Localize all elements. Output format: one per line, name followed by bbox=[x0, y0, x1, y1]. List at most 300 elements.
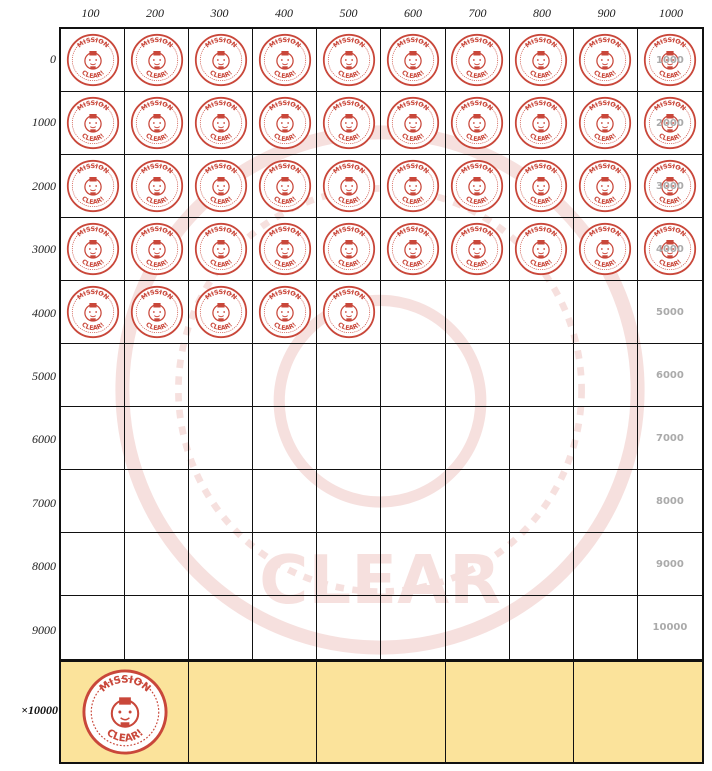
row-label: 6000 bbox=[32, 432, 56, 447]
grid-cell[interactable] bbox=[446, 218, 510, 281]
svg-text:MISSION: MISSION bbox=[460, 225, 495, 239]
grid-cell[interactable] bbox=[381, 533, 445, 596]
svg-text:CLEAR!: CLEAR! bbox=[464, 132, 491, 144]
mission-clear-stamp-icon bbox=[386, 96, 440, 150]
grid-cell[interactable] bbox=[510, 155, 574, 218]
grid-cell[interactable] bbox=[510, 218, 574, 281]
grid-cell[interactable] bbox=[638, 92, 702, 155]
grid-cell[interactable] bbox=[446, 155, 510, 218]
grid-cell[interactable] bbox=[189, 92, 253, 155]
svg-text:CLEAR!: CLEAR! bbox=[657, 258, 683, 270]
stamp bbox=[66, 159, 120, 213]
mission-clear-stamp-icon bbox=[258, 33, 312, 87]
svg-text:CLEAR!: CLEAR! bbox=[272, 321, 298, 333]
svg-text:MISSION: MISSION bbox=[653, 36, 687, 50]
grid-cell[interactable] bbox=[253, 470, 317, 533]
svg-text:MISSION: MISSION bbox=[653, 99, 687, 113]
grid-cell[interactable] bbox=[253, 596, 317, 659]
grid-cell[interactable] bbox=[253, 92, 317, 155]
svg-text:MISSION: MISSION bbox=[96, 673, 153, 695]
svg-text:MISSION: MISSION bbox=[396, 225, 430, 239]
svg-text:CLEAR!: CLEAR! bbox=[79, 132, 106, 144]
grid-cell[interactable] bbox=[189, 407, 253, 470]
bonus-cell[interactable] bbox=[189, 662, 317, 762]
grid-cell[interactable] bbox=[317, 344, 381, 407]
svg-text:CLEAR!: CLEAR! bbox=[657, 195, 683, 207]
stamp bbox=[450, 222, 504, 276]
grid-cell[interactable] bbox=[253, 155, 317, 218]
stamp bbox=[322, 96, 376, 150]
grid-cell[interactable] bbox=[574, 470, 638, 533]
svg-text:CLEAR!: CLEAR! bbox=[464, 195, 491, 207]
svg-text:CLEAR: CLEAR bbox=[259, 540, 501, 619]
grid-cell[interactable] bbox=[253, 344, 317, 407]
stamp bbox=[66, 285, 120, 339]
grid-cell[interactable] bbox=[61, 92, 125, 155]
grid-cell[interactable] bbox=[61, 218, 125, 281]
svg-text:MISSION: MISSION bbox=[332, 288, 366, 302]
stamp bbox=[578, 33, 632, 87]
cell-value-label: 5000 bbox=[656, 306, 684, 318]
grid-cell[interactable] bbox=[125, 281, 189, 344]
svg-text:MISSION: MISSION bbox=[75, 225, 110, 239]
mission-clear-stamp-icon bbox=[322, 96, 376, 150]
mission-clear-stamp-icon bbox=[130, 222, 184, 276]
stamp bbox=[322, 159, 376, 213]
svg-text:CLEAR!: CLEAR! bbox=[207, 69, 234, 81]
grid-cell[interactable] bbox=[61, 344, 125, 407]
svg-text:MISSION: MISSION bbox=[396, 36, 430, 50]
mission-clear-stamp-icon bbox=[514, 33, 568, 87]
stamp bbox=[386, 33, 440, 87]
grid-cell[interactable] bbox=[61, 596, 125, 659]
row-label: 1000 bbox=[32, 115, 56, 130]
grid-cell[interactable] bbox=[61, 281, 125, 344]
svg-text:MISSION: MISSION bbox=[396, 99, 430, 113]
svg-text:CLEAR!: CLEAR! bbox=[528, 195, 555, 207]
stamp bbox=[194, 159, 248, 213]
svg-text:MISSION: MISSION bbox=[75, 288, 110, 302]
bonus-cell[interactable] bbox=[574, 662, 702, 762]
column-label: 500 bbox=[339, 6, 358, 20]
grid-cell[interactable] bbox=[125, 596, 189, 659]
grid-cell[interactable] bbox=[381, 281, 445, 344]
cell-value-label: 7000 bbox=[656, 432, 684, 444]
grid-cell[interactable] bbox=[125, 470, 189, 533]
grid-cell[interactable] bbox=[510, 407, 574, 470]
svg-text:MISSION: MISSION bbox=[332, 99, 366, 113]
grid-cell[interactable] bbox=[61, 533, 125, 596]
grid-cell[interactable] bbox=[253, 407, 317, 470]
grid-cell[interactable] bbox=[381, 155, 445, 218]
grid-cell[interactable] bbox=[253, 281, 317, 344]
grid-cell[interactable] bbox=[446, 92, 510, 155]
cell-value-label: 6000 bbox=[656, 369, 684, 381]
row-label: 7000 bbox=[32, 495, 56, 510]
stamp bbox=[514, 222, 568, 276]
grid-cell[interactable] bbox=[381, 218, 445, 281]
mission-clear-stamp-icon bbox=[130, 285, 184, 339]
grid-cell[interactable] bbox=[446, 533, 510, 596]
svg-text:MISSION: MISSION bbox=[203, 288, 238, 302]
grid-cell[interactable] bbox=[638, 29, 702, 92]
column-label: 1000 bbox=[659, 6, 683, 20]
svg-text:MISSION: MISSION bbox=[653, 162, 687, 176]
grid-cell[interactable] bbox=[510, 344, 574, 407]
grid-cell[interactable] bbox=[638, 344, 702, 407]
svg-text:CLEAR!: CLEAR! bbox=[79, 258, 106, 270]
grid-cell[interactable] bbox=[446, 407, 510, 470]
cell-value-label: 8000 bbox=[656, 495, 684, 507]
svg-text:MISSION: MISSION bbox=[139, 162, 174, 176]
grid-cell[interactable] bbox=[253, 29, 317, 92]
mission-clear-stamp-icon bbox=[450, 222, 504, 276]
row-label: 2000 bbox=[32, 178, 56, 193]
cell-value-label: 10000 bbox=[652, 622, 688, 633]
grid-cell[interactable] bbox=[574, 281, 638, 344]
grid-cell[interactable] bbox=[189, 155, 253, 218]
grid-cell[interactable] bbox=[189, 218, 253, 281]
mission-clear-stamp-icon bbox=[194, 33, 248, 87]
grid-cell[interactable] bbox=[574, 407, 638, 470]
grid-cell[interactable] bbox=[189, 596, 253, 659]
svg-text:CLEAR!: CLEAR! bbox=[207, 195, 234, 207]
svg-text:MISSION: MISSION bbox=[139, 225, 174, 239]
grid-cell[interactable] bbox=[189, 470, 253, 533]
mission-clear-stamp-icon bbox=[578, 96, 632, 150]
stamp bbox=[258, 222, 312, 276]
svg-text:MISSION: MISSION bbox=[268, 99, 302, 113]
svg-text:MISSION: MISSION bbox=[653, 225, 687, 239]
mission-clear-stamp-icon bbox=[194, 285, 248, 339]
grid-cell[interactable] bbox=[317, 218, 381, 281]
mission-clear-stamp-icon bbox=[258, 285, 312, 339]
grid-cell[interactable] bbox=[381, 407, 445, 470]
grid-cell[interactable] bbox=[638, 596, 702, 659]
svg-text:MISSION: MISSION bbox=[524, 99, 559, 113]
mission-clear-stamp-icon bbox=[194, 222, 248, 276]
cell-value-label: 9000 bbox=[656, 558, 684, 570]
svg-text:MISSION: MISSION bbox=[75, 99, 110, 113]
row-label: 8000 bbox=[32, 559, 56, 574]
mission-clear-stamp-icon bbox=[66, 33, 120, 87]
grid-cell[interactable] bbox=[638, 155, 702, 218]
stamp bbox=[194, 33, 248, 87]
svg-text:CLEAR!: CLEAR! bbox=[143, 258, 170, 270]
svg-text:MISSION: MISSION bbox=[139, 36, 174, 50]
mission-clear-stamp-icon bbox=[450, 96, 504, 150]
cell-value-label: 2000 bbox=[656, 117, 684, 129]
stamp bbox=[130, 285, 184, 339]
svg-text:CLEAR!: CLEAR! bbox=[272, 195, 298, 207]
mission-clear-stamp-icon bbox=[514, 159, 568, 213]
stamp bbox=[194, 96, 248, 150]
grid-cell[interactable] bbox=[125, 407, 189, 470]
svg-text:MISSION: MISSION bbox=[524, 162, 559, 176]
mission-clear-stamp-icon bbox=[386, 159, 440, 213]
grid-cell[interactable] bbox=[638, 281, 702, 344]
svg-text:MISSION: MISSION bbox=[396, 162, 430, 176]
mission-clear-stamp-icon bbox=[130, 159, 184, 213]
svg-text:CLEAR!: CLEAR! bbox=[400, 258, 426, 270]
stamp bbox=[322, 285, 376, 339]
stamp bbox=[578, 96, 632, 150]
svg-text:CLEAR!: CLEAR! bbox=[272, 258, 298, 270]
svg-text:MISSION: MISSION bbox=[75, 162, 110, 176]
mission-clear-stamp-icon bbox=[322, 159, 376, 213]
grid-cell[interactable] bbox=[446, 344, 510, 407]
grid-cell[interactable] bbox=[510, 470, 574, 533]
stamp bbox=[514, 33, 568, 87]
svg-text:CLEAR!: CLEAR! bbox=[79, 321, 106, 333]
grid-cell[interactable] bbox=[510, 29, 574, 92]
svg-text:CLEAR!: CLEAR! bbox=[657, 132, 683, 144]
grid-cell[interactable] bbox=[446, 281, 510, 344]
svg-text:CLEAR!: CLEAR! bbox=[400, 195, 426, 207]
svg-text:CLEAR!: CLEAR! bbox=[336, 258, 362, 270]
grid-cell[interactable] bbox=[125, 92, 189, 155]
bonus-row-label: ×10000 bbox=[21, 703, 58, 717]
grid-cell[interactable] bbox=[510, 281, 574, 344]
grid-cell[interactable] bbox=[638, 470, 702, 533]
mission-clear-stamp-icon bbox=[194, 96, 248, 150]
stamp bbox=[66, 33, 120, 87]
grid-cell[interactable] bbox=[381, 344, 445, 407]
grid-cell[interactable] bbox=[574, 155, 638, 218]
bonus-cell[interactable] bbox=[446, 662, 574, 762]
svg-text:CLEAR!: CLEAR! bbox=[528, 69, 555, 81]
svg-text:MISSION: MISSION bbox=[588, 36, 623, 50]
svg-text:CLEAR!: CLEAR! bbox=[336, 321, 362, 333]
grid-cell[interactable] bbox=[317, 155, 381, 218]
svg-text:CLEAR!: CLEAR! bbox=[592, 195, 619, 207]
svg-text:CLEAR!: CLEAR! bbox=[143, 132, 170, 144]
mission-clear-stamp-icon bbox=[258, 96, 312, 150]
cell-value-label: 4000 bbox=[656, 243, 684, 255]
cell-value-label: 1000 bbox=[656, 54, 684, 66]
svg-text:MISSION: MISSION bbox=[460, 162, 495, 176]
grid-cell[interactable] bbox=[317, 29, 381, 92]
svg-text:MISSION: MISSION bbox=[588, 162, 623, 176]
stamp bbox=[258, 96, 312, 150]
svg-text:CLEAR!: CLEAR! bbox=[207, 258, 234, 270]
svg-text:CLEAR!: CLEAR! bbox=[207, 321, 234, 333]
grid-cell[interactable] bbox=[381, 596, 445, 659]
grid-cell[interactable] bbox=[638, 533, 702, 596]
column-label: 800 bbox=[533, 6, 551, 20]
grid-cell[interactable] bbox=[125, 344, 189, 407]
mission-clear-stamp-icon bbox=[322, 222, 376, 276]
svg-text:MISSION: MISSION bbox=[524, 36, 559, 50]
mission-clear-stamp-icon bbox=[194, 159, 248, 213]
svg-text:CLEAR!: CLEAR! bbox=[528, 132, 555, 144]
stamp bbox=[450, 96, 504, 150]
svg-text:CLEAR!: CLEAR! bbox=[464, 69, 491, 81]
bonus-cell[interactable] bbox=[61, 662, 189, 762]
grid-cell[interactable] bbox=[446, 596, 510, 659]
mission-clear-stamp-icon bbox=[322, 33, 376, 87]
mission-clear-stamp-icon bbox=[514, 96, 568, 150]
svg-text:MISSION: MISSION bbox=[588, 225, 623, 239]
column-label: 400 bbox=[275, 6, 293, 20]
grid-cell[interactable] bbox=[381, 29, 445, 92]
stamp bbox=[194, 285, 248, 339]
column-label: 900 bbox=[597, 6, 616, 20]
svg-text:CLEAR!: CLEAR! bbox=[657, 69, 683, 81]
stamp bbox=[450, 159, 504, 213]
svg-text:MISSION: MISSION bbox=[203, 225, 238, 239]
bonus-row bbox=[59, 660, 704, 764]
svg-text:CLEAR!: CLEAR! bbox=[592, 258, 619, 270]
svg-text:CLEAR!: CLEAR! bbox=[464, 258, 491, 270]
grid-cell[interactable] bbox=[61, 470, 125, 533]
grid-cell[interactable] bbox=[510, 92, 574, 155]
grid-cell[interactable] bbox=[125, 533, 189, 596]
mission-clear-stamp-icon bbox=[386, 33, 440, 87]
grid-cell[interactable] bbox=[189, 281, 253, 344]
svg-text:CLEAR!: CLEAR! bbox=[207, 132, 234, 144]
grid-cell[interactable] bbox=[125, 29, 189, 92]
mission-clear-stamp-icon bbox=[514, 222, 568, 276]
grid-cell[interactable] bbox=[381, 92, 445, 155]
svg-text:CLEAR!: CLEAR! bbox=[143, 195, 170, 207]
mission-clear-stamp-icon bbox=[322, 285, 376, 339]
grid-cell[interactable] bbox=[125, 218, 189, 281]
grid-cell[interactable] bbox=[317, 470, 381, 533]
stamp bbox=[578, 222, 632, 276]
svg-text:MISSION: MISSION bbox=[268, 162, 302, 176]
stamp bbox=[258, 285, 312, 339]
grid-cell[interactable] bbox=[317, 407, 381, 470]
bonus-cell[interactable] bbox=[317, 662, 445, 762]
grid-cell[interactable] bbox=[510, 596, 574, 659]
svg-text:MISSION: MISSION bbox=[460, 99, 495, 113]
mission-clear-stamp-icon bbox=[130, 96, 184, 150]
svg-text:MISSION: MISSION bbox=[203, 99, 238, 113]
grid-cell[interactable] bbox=[317, 92, 381, 155]
svg-text:CLEAR!: CLEAR! bbox=[400, 69, 426, 81]
grid-cell[interactable] bbox=[574, 218, 638, 281]
stamp bbox=[130, 96, 184, 150]
grid-cell[interactable] bbox=[61, 407, 125, 470]
column-label: 200 bbox=[146, 6, 164, 20]
svg-text:MISSION: MISSION bbox=[524, 225, 559, 239]
grid-cell[interactable] bbox=[446, 470, 510, 533]
svg-text:CLEAR!: CLEAR! bbox=[79, 195, 106, 207]
mission-clear-stamp-icon bbox=[450, 33, 504, 87]
svg-text:MISSION: MISSION bbox=[139, 99, 174, 113]
stamp bbox=[322, 33, 376, 87]
row-label: 3000 bbox=[32, 242, 56, 257]
grid-cell[interactable] bbox=[61, 155, 125, 218]
svg-text:MISSION: MISSION bbox=[332, 162, 366, 176]
svg-text:MISSION: MISSION bbox=[139, 288, 174, 302]
stamp bbox=[194, 222, 248, 276]
grid-cell[interactable] bbox=[574, 92, 638, 155]
stamp bbox=[66, 222, 120, 276]
svg-text:CLEAR!: CLEAR! bbox=[592, 132, 619, 144]
mission-clear-stamp-icon bbox=[578, 222, 632, 276]
row-label: 5000 bbox=[32, 369, 56, 383]
mission-clear-stamp-icon bbox=[66, 96, 120, 150]
svg-text:CLEAR!: CLEAR! bbox=[143, 69, 170, 81]
row-label: 9000 bbox=[32, 622, 56, 637]
grid-cell[interactable] bbox=[253, 533, 317, 596]
mission-clear-stamp-icon bbox=[66, 222, 120, 276]
stamp bbox=[450, 33, 504, 87]
svg-text:MISSION: MISSION bbox=[203, 36, 238, 50]
grid-cell[interactable] bbox=[446, 29, 510, 92]
grid-cell[interactable] bbox=[638, 218, 702, 281]
grid-cell[interactable] bbox=[510, 533, 574, 596]
mission-clear-stamp-icon bbox=[66, 285, 120, 339]
column-label: 300 bbox=[210, 6, 229, 20]
stamp bbox=[514, 96, 568, 150]
svg-text:CLEAR!: CLEAR! bbox=[400, 132, 426, 144]
svg-text:CLEAR!: CLEAR! bbox=[336, 132, 362, 144]
row-label: 0 bbox=[50, 52, 56, 66]
grid-cell[interactable] bbox=[317, 596, 381, 659]
mission-clear-stamp-icon bbox=[66, 159, 120, 213]
grid-cell[interactable] bbox=[189, 533, 253, 596]
grid-cell[interactable] bbox=[189, 29, 253, 92]
svg-text:MISSION: MISSION bbox=[268, 288, 302, 302]
stamp bbox=[130, 222, 184, 276]
svg-text:MISSION: MISSION bbox=[75, 36, 110, 50]
grid-cell[interactable] bbox=[574, 29, 638, 92]
grid-cell[interactable] bbox=[317, 281, 381, 344]
svg-text:MISSION: MISSION bbox=[332, 225, 366, 239]
svg-text:CLEAR!: CLEAR! bbox=[272, 69, 298, 81]
stamp bbox=[130, 33, 184, 87]
grid-cell[interactable] bbox=[574, 533, 638, 596]
mission-clear-stamp-icon bbox=[81, 668, 169, 756]
grid-cell[interactable] bbox=[253, 218, 317, 281]
mission-clear-stamp-icon bbox=[130, 33, 184, 87]
svg-text:MISSION: MISSION bbox=[460, 36, 495, 50]
grid-cell[interactable] bbox=[61, 29, 125, 92]
svg-text:MISSION: MISSION bbox=[268, 36, 302, 50]
grid-cell[interactable] bbox=[381, 470, 445, 533]
stamp bbox=[66, 96, 120, 150]
svg-text:MISSION: MISSION bbox=[268, 225, 302, 239]
grid-cell[interactable] bbox=[317, 533, 381, 596]
column-label: 700 bbox=[468, 6, 487, 20]
grid-cell[interactable] bbox=[638, 407, 702, 470]
mission-clear-stamp-icon bbox=[578, 33, 632, 87]
stamp bbox=[322, 222, 376, 276]
svg-text:MISSION: MISSION bbox=[332, 36, 366, 50]
mission-clear-stamp-icon bbox=[386, 222, 440, 276]
grid-cell[interactable] bbox=[125, 155, 189, 218]
mission-clear-stamp-icon bbox=[578, 159, 632, 213]
mission-clear-stamp-icon bbox=[258, 222, 312, 276]
svg-text:CLEAR!: CLEAR! bbox=[143, 321, 170, 333]
stamp bbox=[386, 96, 440, 150]
svg-text:CLEAR!: CLEAR! bbox=[336, 69, 362, 81]
svg-text:CLEAR!: CLEAR! bbox=[592, 69, 619, 81]
stamp bbox=[81, 668, 169, 756]
grid-cell[interactable] bbox=[189, 344, 253, 407]
svg-text:MISSION: MISSION bbox=[203, 162, 238, 176]
mission-clear-stamp-icon bbox=[258, 159, 312, 213]
grid-cell[interactable] bbox=[574, 596, 638, 659]
grid-cell[interactable] bbox=[574, 344, 638, 407]
column-label: 600 bbox=[404, 6, 422, 20]
stamp-grid bbox=[59, 27, 704, 661]
stamp bbox=[258, 159, 312, 213]
row-label: 4000 bbox=[32, 305, 56, 320]
